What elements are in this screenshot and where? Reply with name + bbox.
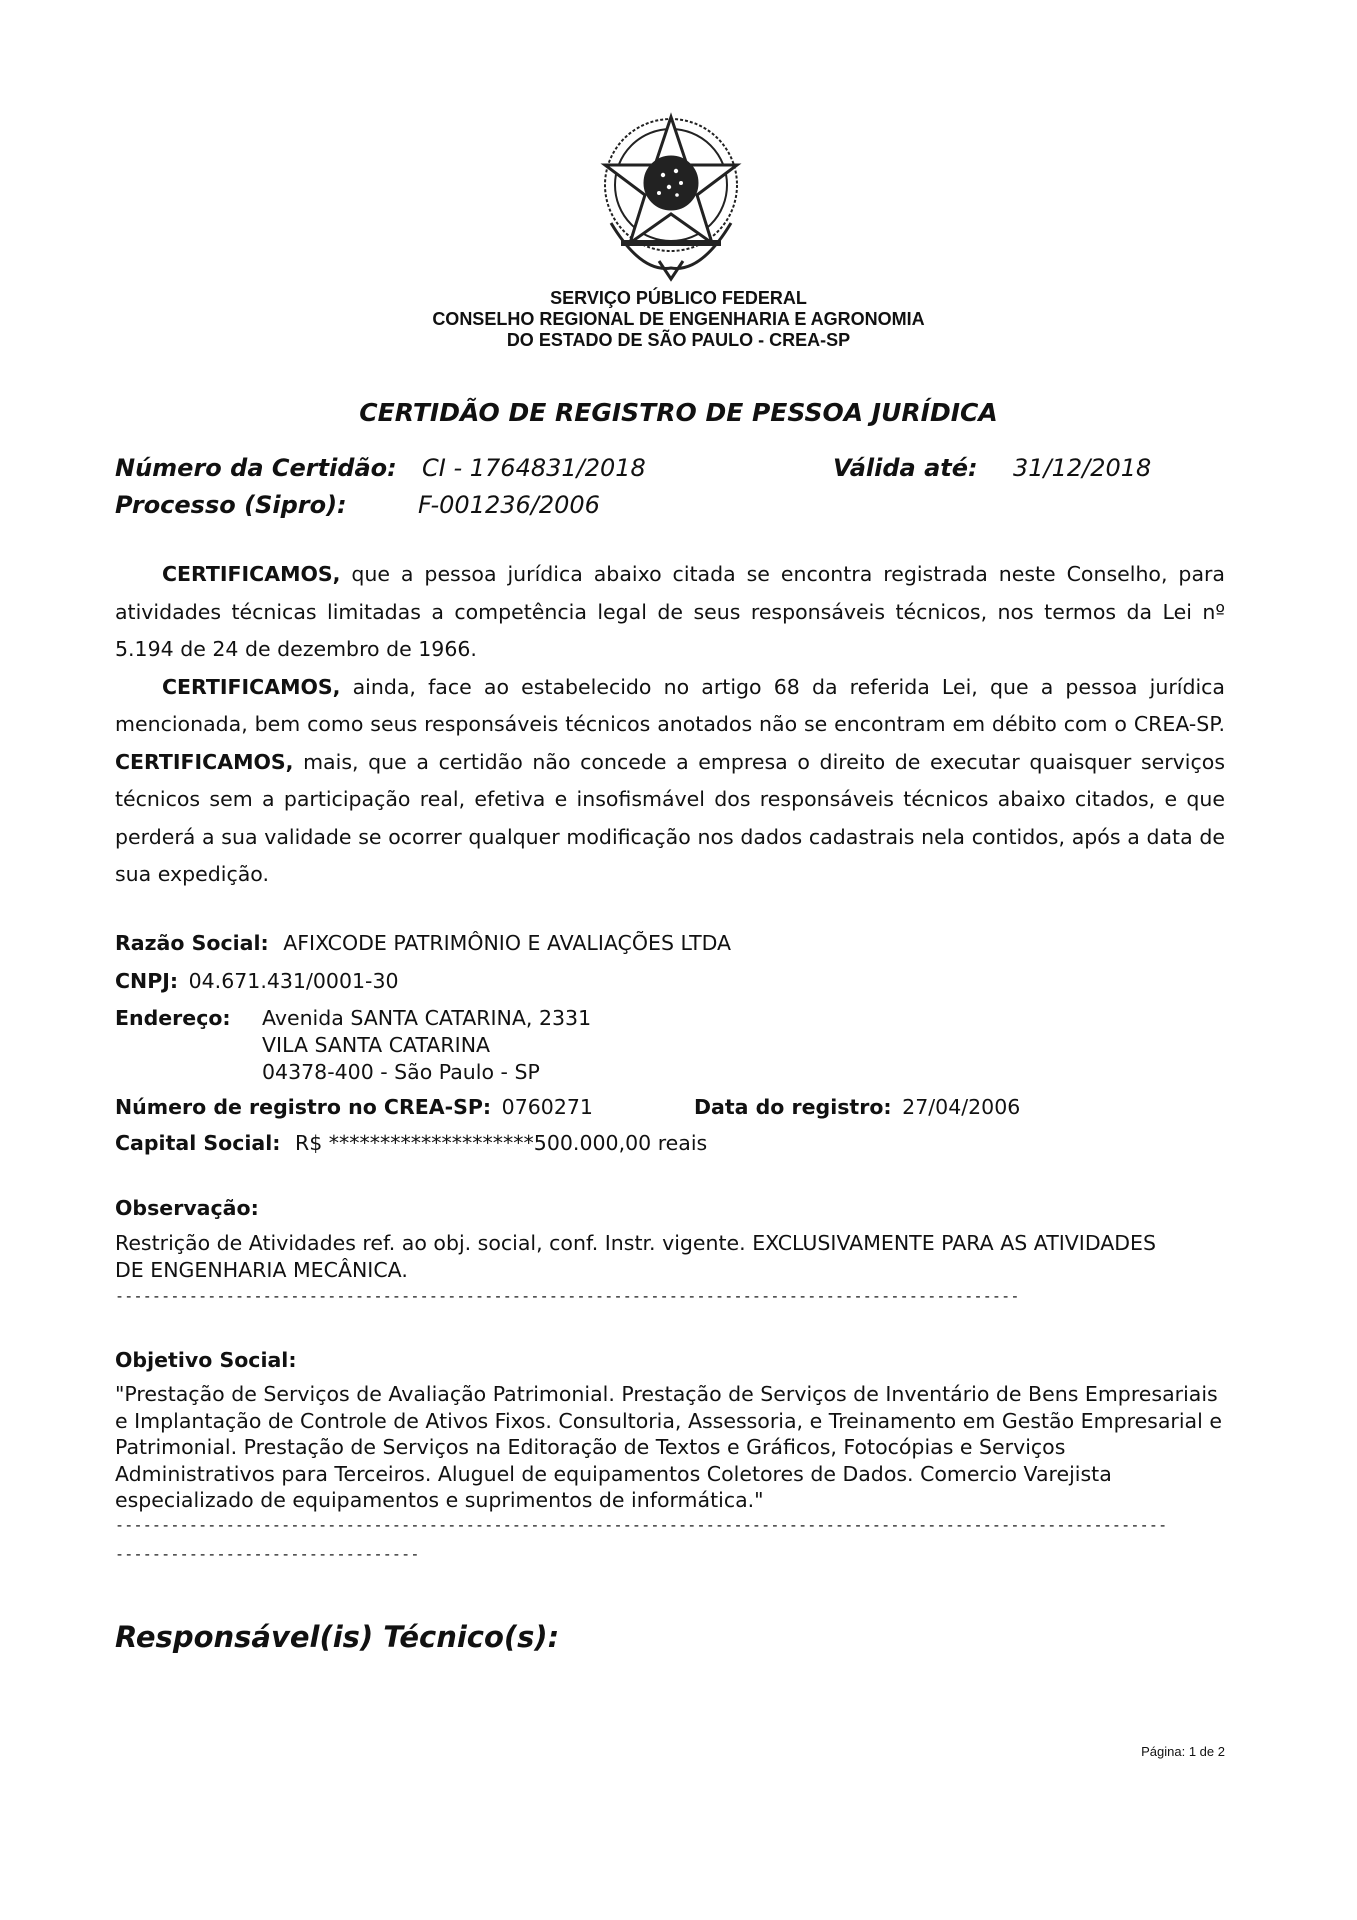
social-objective-label: Objetivo Social: xyxy=(115,1348,297,1372)
cnpj-row xyxy=(115,968,399,995)
company-name-label: Razão Social: xyxy=(115,931,269,955)
address-line-2: VILA SANTA CATARINA xyxy=(262,1033,491,1057)
document-title: CERTIDÃO DE REGISTRO DE PESSOA JURÍDICA xyxy=(359,398,998,427)
capital-label: Capital Social: xyxy=(115,1131,281,1155)
certificate-number-label: Número da Certidão: xyxy=(115,454,397,482)
observation-label: Observação: xyxy=(115,1196,259,1220)
registration-number-value: 0760271 xyxy=(501,1095,593,1119)
observation-text: Restrição de Atividades ref. ao obj. social, conf. Instr. vigente. EXCLUSIVAMENTE PARA AS ATIVIDADES DE ENGENHARIA MECÂNICA. xyxy=(115,1231,1157,1282)
issuer-header xyxy=(0,288,1357,351)
technical-managers-title: Responsável(is) Técnico(s): xyxy=(115,1620,560,1654)
registration-date-row xyxy=(694,1094,1020,1121)
cnpj-value: 04.671.431/0001-30 xyxy=(188,969,399,993)
address-line-1: Avenida SANTA CATARINA, 2331 xyxy=(262,1006,592,1030)
header-line-2: CONSELHO REGIONAL DE ENGENHARIA E AGRONOMIA xyxy=(432,309,925,329)
certificamos-1: CERTIFICAMOS, xyxy=(162,562,341,586)
paragraph-2 xyxy=(115,669,1225,894)
certificamos-2: CERTIFICAMOS, xyxy=(162,674,341,699)
header-line-1: SERVIÇO PÚBLICO FEDERAL xyxy=(550,288,807,308)
observation-separator: -------------------------------------------------------------------------------------------------- xyxy=(115,1287,1020,1305)
valid-until-value: 31/12/2018 xyxy=(1013,454,1152,482)
address-label: Endereço: xyxy=(115,1006,231,1030)
certification-text xyxy=(115,556,1225,894)
company-name-row xyxy=(115,930,731,957)
address-line-3: 04378-400 - São Paulo - SP xyxy=(262,1060,540,1084)
paragraph-1-text: que a pessoa jurídica abaixo citada se encontra registrada neste Conselho, para atividades técnicas limitadas a competência legal de seus responsáveis técnicos, nos termos da Lei nº 5.194 de 24 de dezembro de 1966. xyxy=(115,562,1225,661)
certificate-number-value: CI - 1764831/2018 xyxy=(422,454,646,482)
objective-separator-1: ------------------------------------------------------------------------------------------------------------------ xyxy=(115,1516,1168,1534)
registration-date-value: 27/04/2006 xyxy=(902,1095,1021,1119)
process-value: F-001236/2006 xyxy=(418,491,600,519)
registration-number-row xyxy=(115,1094,593,1121)
capital-row xyxy=(115,1130,707,1157)
capital-value: R$ ********************500.000,00 reais xyxy=(295,1131,708,1155)
objective-separator-2: --------------------------------- xyxy=(115,1545,420,1563)
valid-until-label: Válida até: xyxy=(833,454,978,482)
header-line-3: DO ESTADO DE SÃO PAULO - CREA-SP xyxy=(506,330,851,350)
company-name-value: AFIXCODE PATRIMÔNIO E AVALIAÇÕES LTDA xyxy=(283,931,732,955)
address-label-wrap xyxy=(115,1005,231,1032)
registration-date-label: Data do registro: xyxy=(694,1095,892,1119)
process-label: Processo (Sipro): xyxy=(115,491,347,519)
registration-number-label: Número de registro no CREA-SP: xyxy=(115,1095,492,1119)
address-block xyxy=(262,1005,591,1086)
paragraph-1 xyxy=(115,556,1225,669)
paragraph-2-text-2: mais, que a certidão não concede a empresa o direito de executar quaisquer serviços técnicos sem a participação real, efetiva e insofismável dos responsáveis técnicos abaixo citados, e que perderá a sua validade se ocorrer qualquer modificação nos dados cadastrais nela contidos, após a data de sua expedição. xyxy=(115,749,1225,886)
cnpj-label: CNPJ: xyxy=(115,969,179,993)
page-number: Página: 1 de 2 xyxy=(1141,1744,1225,1759)
brazil-coat-of-arms-icon xyxy=(581,103,761,283)
social-objective-text: "Prestação de Serviços de Avaliação Patrimonial. Prestação de Serviços de Inventário de Bens Empresariais e Implantação de Controle de Ativos Fixos. Consultoria, Assessoria, e Treinamento em Gestão Empresarial e Patrimonial. Prestação de Serviços na Editoração de Textos e Gráficos, Fotocópias e Serviços Administrativos para Terceiros. Aluguel de equipamentos Coletores de Dados. Comercio Varejista especializado de equipamentos e suprimentos de informática." xyxy=(115,1382,1222,1512)
certificamos-3: CERTIFICAMOS, xyxy=(115,749,294,774)
paragraph-2-text: ainda, face ao estabelecido no artigo 68 da referida Lei, que a pessoa jurídica mencionada, bem como seus responsáveis técnicos anotados não se encontram em débito com o CREA-SP. xyxy=(115,674,1225,736)
